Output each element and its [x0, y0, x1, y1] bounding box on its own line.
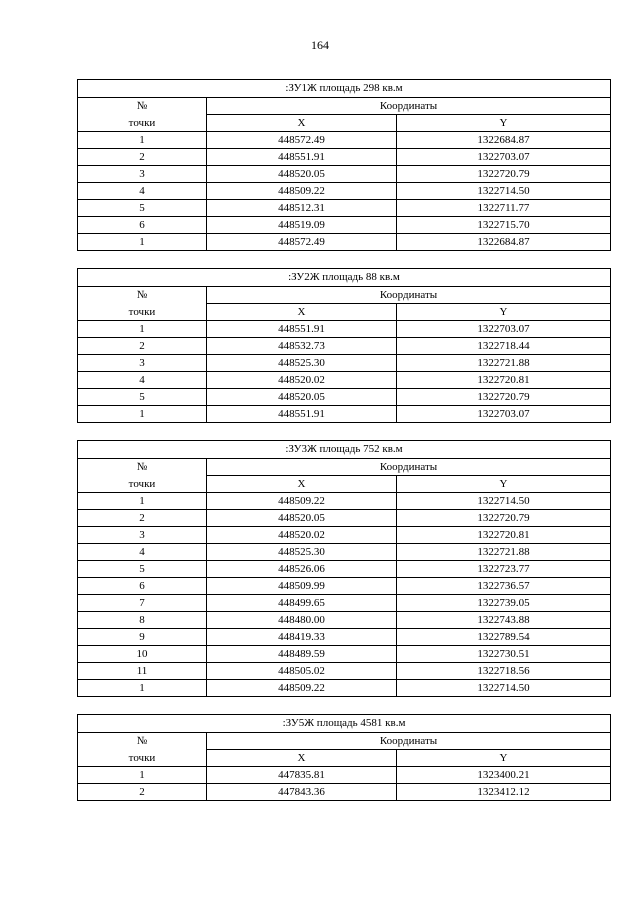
y-coordinate-cell: 1322721.88 [397, 355, 611, 372]
table-row [78, 595, 611, 612]
coordinates-table [77, 79, 611, 251]
coordinates-table [77, 440, 611, 697]
coordinates-table [77, 268, 611, 423]
y-coordinate-cell: 1322703.07 [397, 321, 611, 338]
point-number-cell: 4 [78, 544, 207, 561]
page-number: 164 [311, 38, 329, 52]
point-number-header-label: точки [78, 115, 207, 132]
point-number-cell: 4 [78, 372, 207, 389]
y-column-header: Y [397, 476, 611, 493]
point-number-cell: 1 [78, 132, 207, 149]
y-coordinate-cell: 1322684.87 [397, 234, 611, 251]
y-coordinate-cell: 1322703.07 [397, 406, 611, 423]
table-row [78, 663, 611, 680]
point-number-cell: 10 [78, 646, 207, 663]
table-row [78, 544, 611, 561]
coordinates-header: Координаты [207, 98, 611, 115]
point-number-cell: 3 [78, 355, 207, 372]
x-coordinate-cell: 448489.59 [207, 646, 397, 663]
y-coordinate-cell: 1322714.50 [397, 680, 611, 697]
y-coordinate-cell: 1322789.54 [397, 629, 611, 646]
coordinates-header: Координаты [207, 459, 611, 476]
x-coordinate-cell: 448509.99 [207, 578, 397, 595]
point-number-cell: 1 [78, 767, 207, 784]
table-row [78, 149, 611, 166]
coordinates-tables [77, 79, 610, 818]
table-row [78, 493, 611, 510]
table-row [78, 629, 611, 646]
y-coordinate-cell: 1322718.56 [397, 663, 611, 680]
x-column-header: X [207, 115, 397, 132]
x-coordinate-cell: 448525.30 [207, 544, 397, 561]
table-row [78, 646, 611, 663]
point-number-cell: 4 [78, 183, 207, 200]
point-number-cell: 5 [78, 389, 207, 406]
x-coordinate-cell: 448512.31 [207, 200, 397, 217]
y-coordinate-cell: 1322720.79 [397, 510, 611, 527]
y-coordinate-cell: 1322720.79 [397, 166, 611, 183]
x-coordinate-cell: 448551.91 [207, 406, 397, 423]
point-number-header: № [78, 98, 207, 115]
y-coordinate-cell: 1322743.88 [397, 612, 611, 629]
point-number-cell: 2 [78, 149, 207, 166]
x-coordinate-cell: 448551.91 [207, 321, 397, 338]
point-number-cell: 2 [78, 510, 207, 527]
table-title: :ЗУ1Ж площадь 298 кв.м [78, 80, 611, 98]
y-coordinate-cell: 1322711.77 [397, 200, 611, 217]
x-coordinate-cell: 448520.02 [207, 372, 397, 389]
table-row [78, 338, 611, 355]
point-number-cell: 3 [78, 166, 207, 183]
y-coordinate-cell: 1322723.77 [397, 561, 611, 578]
table-row [78, 166, 611, 183]
x-column-header: X [207, 304, 397, 321]
table-row [78, 561, 611, 578]
y-coordinate-cell: 1322720.81 [397, 527, 611, 544]
y-coordinate-cell: 1322714.50 [397, 493, 611, 510]
table-row [78, 234, 611, 251]
y-coordinate-cell: 1322720.81 [397, 372, 611, 389]
x-coordinate-cell: 448520.05 [207, 389, 397, 406]
point-number-cell: 1 [78, 493, 207, 510]
x-coordinate-cell: 447835.81 [207, 767, 397, 784]
y-coordinate-cell: 1322736.57 [397, 578, 611, 595]
point-number-cell: 2 [78, 784, 207, 801]
table-row [78, 784, 611, 801]
x-coordinate-cell: 448520.02 [207, 527, 397, 544]
point-number-cell: 2 [78, 338, 207, 355]
x-coordinate-cell: 448499.65 [207, 595, 397, 612]
point-number-cell: 8 [78, 612, 207, 629]
x-coordinate-cell: 448520.05 [207, 510, 397, 527]
point-number-cell: 11 [78, 663, 207, 680]
table-title: :ЗУ2Ж площадь 88 кв.м [78, 269, 611, 287]
x-coordinate-cell: 448572.49 [207, 234, 397, 251]
table-row [78, 372, 611, 389]
table-row [78, 217, 611, 234]
y-coordinate-cell: 1322703.07 [397, 149, 611, 166]
x-coordinate-cell: 448532.73 [207, 338, 397, 355]
point-number-cell: 1 [78, 321, 207, 338]
point-number-header-label: точки [78, 476, 207, 493]
y-column-header: Y [397, 304, 611, 321]
point-number-cell: 5 [78, 200, 207, 217]
y-column-header: Y [397, 750, 611, 767]
table-row [78, 510, 611, 527]
table-row [78, 183, 611, 200]
x-coordinate-cell: 448505.02 [207, 663, 397, 680]
table-row [78, 612, 611, 629]
coordinates-header: Координаты [207, 287, 611, 304]
table-row [78, 767, 611, 784]
table-row [78, 578, 611, 595]
y-coordinate-cell: 1322684.87 [397, 132, 611, 149]
y-coordinate-cell: 1322739.05 [397, 595, 611, 612]
table-row [78, 355, 611, 372]
table-row [78, 406, 611, 423]
point-number-cell: 6 [78, 217, 207, 234]
table-row [78, 200, 611, 217]
y-column-header: Y [397, 115, 611, 132]
x-coordinate-cell: 448519.09 [207, 217, 397, 234]
point-number-cell: 1 [78, 234, 207, 251]
table-title: :ЗУ5Ж площадь 4581 кв.м [78, 715, 611, 733]
point-number-header-label: точки [78, 750, 207, 767]
x-coordinate-cell: 447843.36 [207, 784, 397, 801]
coordinates-header: Координаты [207, 733, 611, 750]
point-number-cell: 1 [78, 680, 207, 697]
point-number-cell: 5 [78, 561, 207, 578]
x-coordinate-cell: 448509.22 [207, 680, 397, 697]
point-number-cell: 3 [78, 527, 207, 544]
x-coordinate-cell: 448480.00 [207, 612, 397, 629]
point-number-cell: 7 [78, 595, 207, 612]
x-coordinate-cell: 448509.22 [207, 183, 397, 200]
point-number-header: № [78, 733, 207, 750]
y-coordinate-cell: 1322718.44 [397, 338, 611, 355]
y-coordinate-cell: 1322730.51 [397, 646, 611, 663]
point-number-cell: 1 [78, 406, 207, 423]
table-row [78, 389, 611, 406]
y-coordinate-cell: 1322720.79 [397, 389, 611, 406]
x-column-header: X [207, 750, 397, 767]
y-coordinate-cell: 1322714.50 [397, 183, 611, 200]
point-number-cell: 6 [78, 578, 207, 595]
point-number-header-label: точки [78, 304, 207, 321]
x-coordinate-cell: 448551.91 [207, 149, 397, 166]
table-row [78, 321, 611, 338]
y-coordinate-cell: 1322721.88 [397, 544, 611, 561]
y-coordinate-cell: 1322715.70 [397, 217, 611, 234]
y-coordinate-cell: 1323412.12 [397, 784, 611, 801]
x-coordinate-cell: 448419.33 [207, 629, 397, 646]
y-coordinate-cell: 1323400.21 [397, 767, 611, 784]
x-coordinate-cell: 448525.30 [207, 355, 397, 372]
point-number-cell: 9 [78, 629, 207, 646]
table-row [78, 527, 611, 544]
x-column-header: X [207, 476, 397, 493]
table-row [78, 132, 611, 149]
point-number-header: № [78, 287, 207, 304]
point-number-header: № [78, 459, 207, 476]
coordinates-table [77, 714, 611, 801]
table-title: :ЗУ3Ж площадь 752 кв.м [78, 441, 611, 459]
x-coordinate-cell: 448520.05 [207, 166, 397, 183]
table-row [78, 680, 611, 697]
x-coordinate-cell: 448509.22 [207, 493, 397, 510]
x-coordinate-cell: 448572.49 [207, 132, 397, 149]
x-coordinate-cell: 448526.06 [207, 561, 397, 578]
